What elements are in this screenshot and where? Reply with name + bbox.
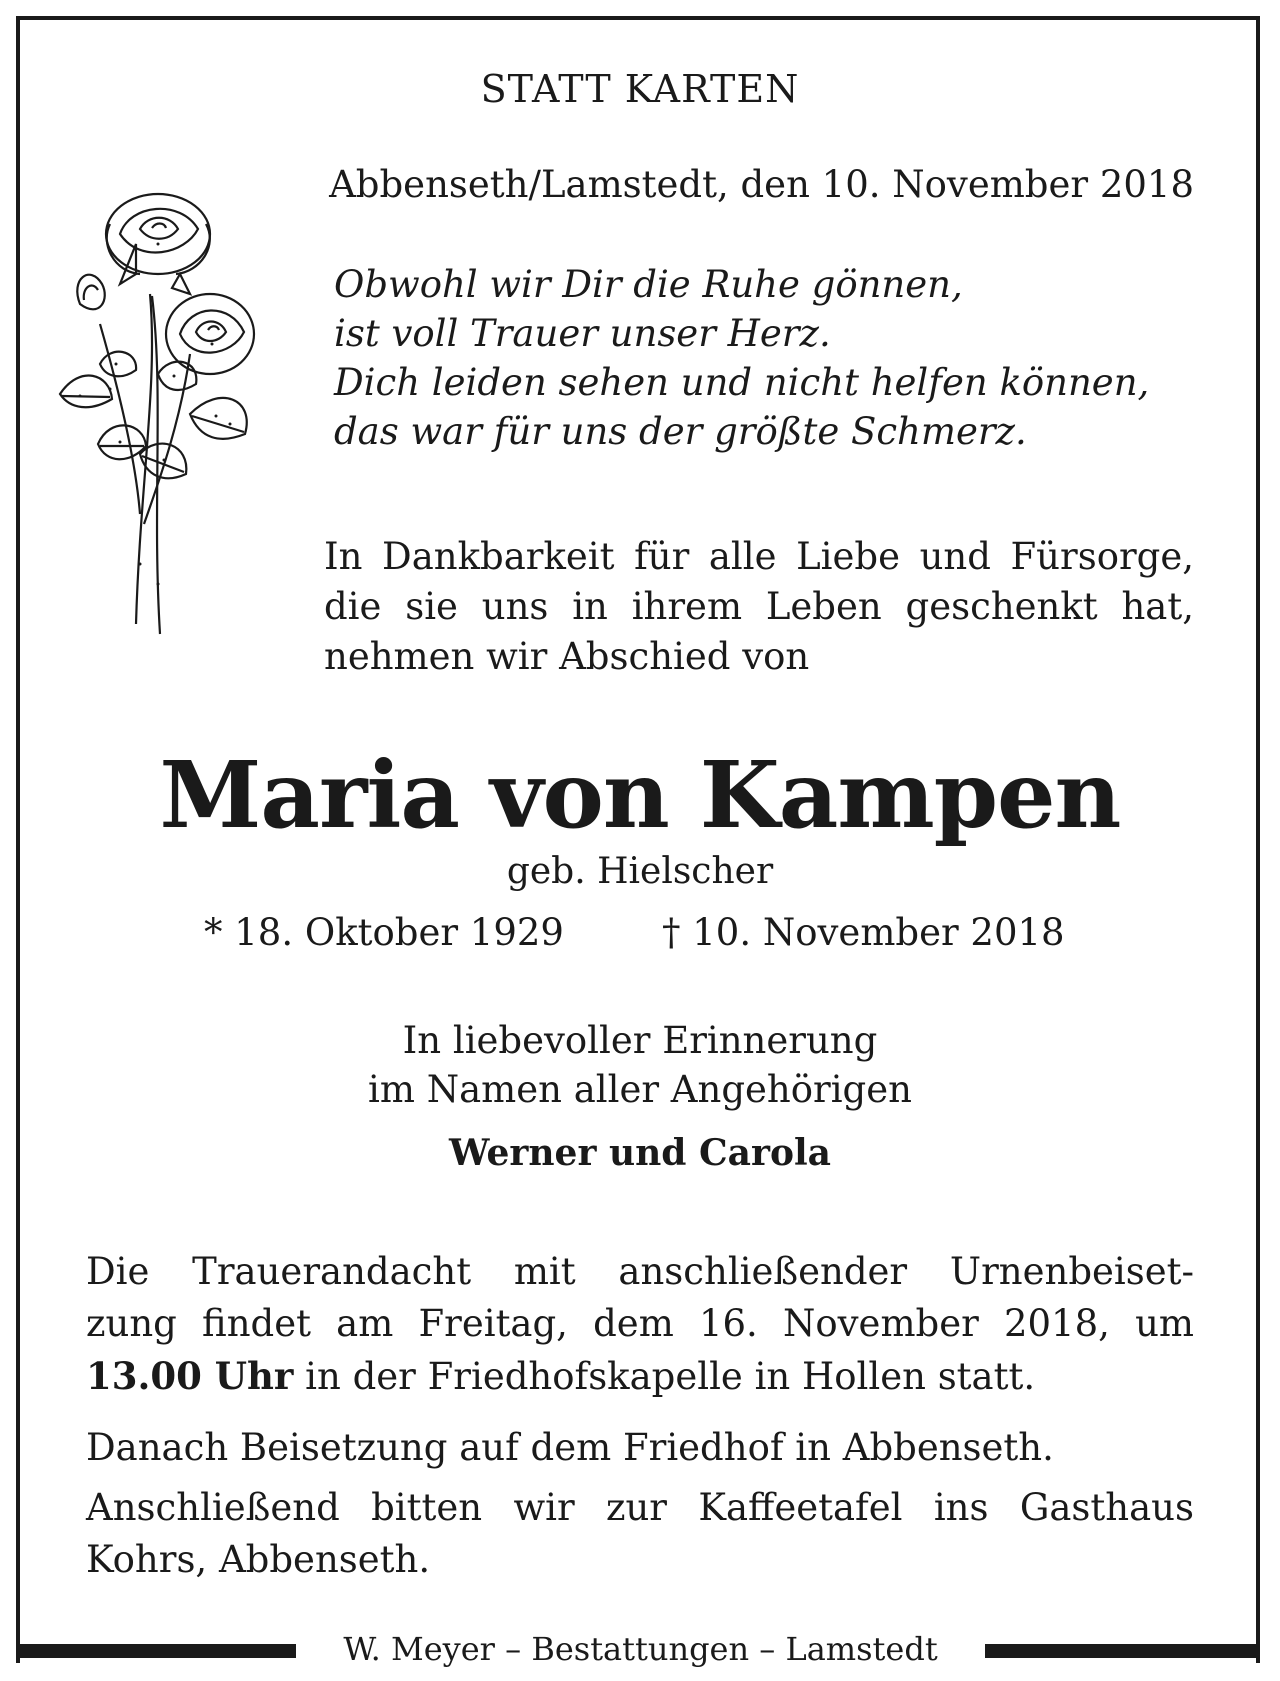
service-line <box>86 1350 1194 1403</box>
birth-date: * 18. Oktober 1929 <box>204 911 564 954</box>
thanks-paragraph <box>324 532 1194 682</box>
deceased-name: Maria von Kampen <box>159 741 1121 849</box>
footer-rule-right <box>985 1644 1260 1658</box>
service-line: Die Trauerandacht mit anschließender Urnenbeiset- <box>86 1250 1194 1293</box>
verse-line: ist voll Trauer unser Herz. <box>334 312 831 355</box>
signers: Werner und Carola <box>449 1132 831 1174</box>
notice-heading: STATT KARTEN <box>480 67 800 111</box>
memorial-verse <box>334 260 1204 456</box>
thanks-line: nehmen wir Abschied von <box>324 635 810 678</box>
coffee-line: Kohrs, Abbenseth. <box>86 1538 431 1581</box>
service-paragraph <box>86 1246 1194 1403</box>
memory-line: In liebevoller Erinnerung <box>402 1019 878 1062</box>
verse-line: Dich leiden sehen und nicht helfen können, <box>334 361 1150 404</box>
verse-line: Obwohl wir Dir die Ruhe gönnen, <box>334 263 963 306</box>
death-date: † 10. November 2018 <box>662 911 1065 954</box>
burial-info: Danach Beisetzung auf dem Friedhof in Abbenseth. <box>86 1426 1054 1469</box>
coffee-paragraph <box>86 1482 1194 1586</box>
footer-rule-left <box>16 1644 296 1658</box>
memory-line: im Namen aller Angehörigen <box>368 1068 912 1111</box>
place-and-date: Abbenseth/Lamstedt, den 10. November 2018 <box>329 163 1194 206</box>
verse-line: das war für uns der größte Schmerz. <box>334 410 1027 453</box>
coffee-line: Anschließend bitten wir zur Kaffeetafel ins Gasthaus <box>86 1486 1194 1529</box>
rose-illustration-icon <box>40 184 270 674</box>
service-line: zung findet am Freitag, dem 16. November 2018, um <box>86 1302 1194 1345</box>
service-time: 13.00 Uhr <box>86 1354 294 1398</box>
service-location: in der Friedhofskapelle in Hollen statt. <box>293 1355 1036 1398</box>
thanks-line: die sie uns in ihrem Leben geschenkt hat, <box>324 585 1194 628</box>
thanks-line: In Dankbarkeit für alle Liebe und Fürsorge, <box>324 535 1194 578</box>
maiden-name: geb. Hielscher <box>506 851 774 892</box>
funeral-home-footer: W. Meyer – Bestattungen – Lamstedt <box>343 1630 938 1668</box>
